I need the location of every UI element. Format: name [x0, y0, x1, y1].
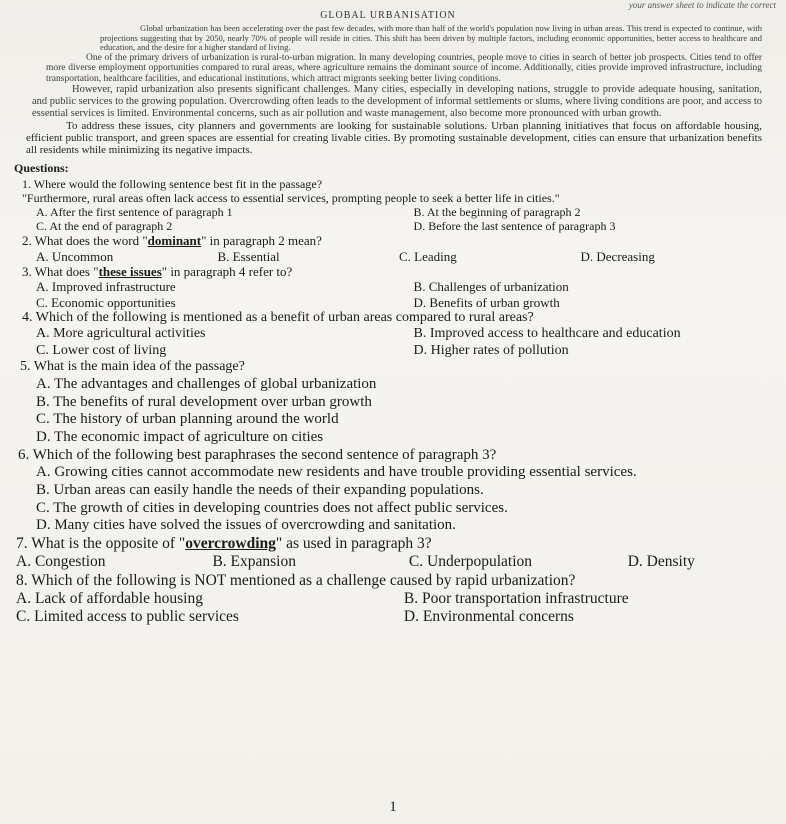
q7-keyword: overcrowding [185, 535, 276, 553]
question-7-stem: 7. What is the opposite of "overcrowding" as used in paragraph 3? [16, 535, 432, 553]
question-4-stem: 4. Which of the following is mentioned as a benefit of urban areas compared to rural areas? [22, 309, 534, 325]
question-6-stem: 6. Which of the following best paraphrases the second sentence of paragraph 3? [18, 446, 497, 463]
question-7 [14, 535, 762, 572]
q6-option-c[interactable]: C. The growth of cities in developing countries does not affect public services. [36, 499, 508, 516]
q3-option-a[interactable]: A. Improved infrastructure [36, 279, 176, 295]
q5-option-a[interactable]: A. The advantages and challenges of global urbanization [36, 375, 377, 392]
q7-option-c[interactable]: C. Underpopulation [408, 553, 533, 571]
q3-option-d[interactable]: D. Benefits of urban growth [413, 294, 560, 310]
q8-option-b[interactable]: B. Poor transportation infrastructure [403, 589, 629, 607]
q2-option-b[interactable]: B. Essential [217, 248, 280, 264]
q4-option-d[interactable]: D. Higher rates of pollution [413, 342, 569, 358]
paragraph-1: Global urbanization has been accelerating over the past few decades, with more than half of the world's population now living in urban areas. This trend is expected to continue, with projections suggesting that by 2050, nearly 70% of people will reside in cities. This shift has been driven by multiple factors, including economic opportunities, better access to healthcare and education, and the desire for a higher standard of living. [100, 23, 762, 53]
question-1-stem: 1. Where would the following sentence best fit in the passage? [22, 176, 323, 191]
paragraph-4: To address these issues, city planners and governments are looking for sustainable solutions. Urban planning initiatives that focus on affordable housing, efficient public transport, and green spaces are essential for creating livable cities. By promoting sustainable development, cities can ensure that urbanization benefits all residents while minimizing its negative impacts. [26, 119, 762, 157]
q6-option-d[interactable]: D. Many cities have solved the issues of overcrowding and sanitation. [36, 517, 456, 534]
q3-keyword: these issues [98, 263, 162, 279]
q5-option-b[interactable]: B. The benefits of rural development over urban growth [36, 393, 372, 410]
question-6 [14, 447, 762, 535]
q4-option-b[interactable]: B. Improved access to healthcare and education [413, 326, 681, 342]
q1-option-b[interactable]: B. At the beginning of paragraph 2 [413, 204, 581, 219]
q8-option-a[interactable]: A. Lack of affordable housing [16, 589, 203, 607]
q5-option-c[interactable]: C. The history of urban planning around the world [36, 411, 339, 428]
question-1 [14, 177, 762, 234]
q1-option-c[interactable]: C. At the end of paragraph 2 [36, 219, 173, 234]
page-number: 1 [389, 799, 397, 815]
q8-option-c[interactable]: C. Limited access to public services [16, 608, 239, 626]
paragraph-2: One of the primary drivers of urbanization is rural-to-urban migration. In many developing countries, people move to cities in search of better job prospects. Cities tend to offer more diverse employment opportunities compared to rural areas, where agriculture remains the dominant source of income. Additionally, cities provide improved infrastructure, including transportation, healthcare facilities, and educational institutions, which attract migrants seeking better living conditions. [46, 52, 762, 84]
question-4 [14, 310, 762, 360]
q7-option-a[interactable]: A. Congestion [16, 553, 106, 571]
q4-option-c[interactable]: C. Lower cost of living [36, 342, 167, 358]
passage-title: GLOBAL URBANISATION [320, 10, 456, 21]
paragraph-3: However, rapid urbanization also presents significant challenges. Many cities, especially in developing nations, struggle to provide adequate housing, sanitation, and public services to the growing population. Overcrowding often leads to the development of informal settlements or slums, where living conditions are poor, and access to essential services is limited. Environmental concerns, such as air pollution and waste management, also become more pronounced with urban growth. [32, 84, 762, 119]
q7-option-b[interactable]: B. Expansion [212, 553, 296, 571]
question-1-quote: "Furthermore, rural areas often lack access to essential services, prompting people to seek a better life in cities." [22, 190, 560, 205]
questions-heading: Questions: [14, 160, 69, 175]
question-3 [14, 264, 762, 310]
question-2-stem: 2. What does the word "dominant" in paragraph 2 mean? [22, 233, 322, 249]
reading-passage [14, 24, 762, 157]
q2-keyword: dominant [147, 233, 202, 249]
q1-option-d[interactable]: D. Before the last sentence of paragraph 3 [413, 219, 616, 234]
question-8 [14, 572, 762, 627]
q3-option-c[interactable]: C. Economic opportunities [36, 294, 176, 310]
q8-option-d[interactable]: D. Environmental concerns [403, 608, 574, 626]
q6-option-b[interactable]: B. Urban areas can easily handle the needs of their expanding populations. [36, 482, 484, 499]
q1-option-a[interactable]: A. After the first sentence of paragraph 1 [36, 204, 233, 219]
question-5 [14, 359, 762, 446]
q2-option-c[interactable]: C. Leading [399, 248, 457, 264]
q3-option-b[interactable]: B. Challenges of urbanization [413, 279, 569, 295]
question-3-stem: 3. What does "these issues" in paragraph 4 refer to? [22, 263, 293, 279]
q7-option-d[interactable]: D. Density [627, 553, 695, 571]
question-2 [14, 233, 762, 264]
q2-option-a[interactable]: A. Uncommon [36, 248, 114, 264]
q2-option-d[interactable]: D. Decreasing [580, 248, 655, 264]
q5-option-d[interactable]: D. The economic impact of agriculture on cities [36, 429, 324, 445]
header-note: your answer sheet to indicate the correct [628, 0, 776, 10]
question-5-stem: 5. What is the main idea of the passage? [20, 359, 245, 375]
question-8-stem: 8. Which of the following is NOT mentioned as a challenge caused by rapid urbanization? [16, 571, 576, 589]
q6-option-a[interactable]: A. Growing cities cannot accommodate new residents and have trouble providing essential services. [36, 464, 637, 481]
q4-option-a[interactable]: A. More agricultural activities [36, 326, 206, 342]
